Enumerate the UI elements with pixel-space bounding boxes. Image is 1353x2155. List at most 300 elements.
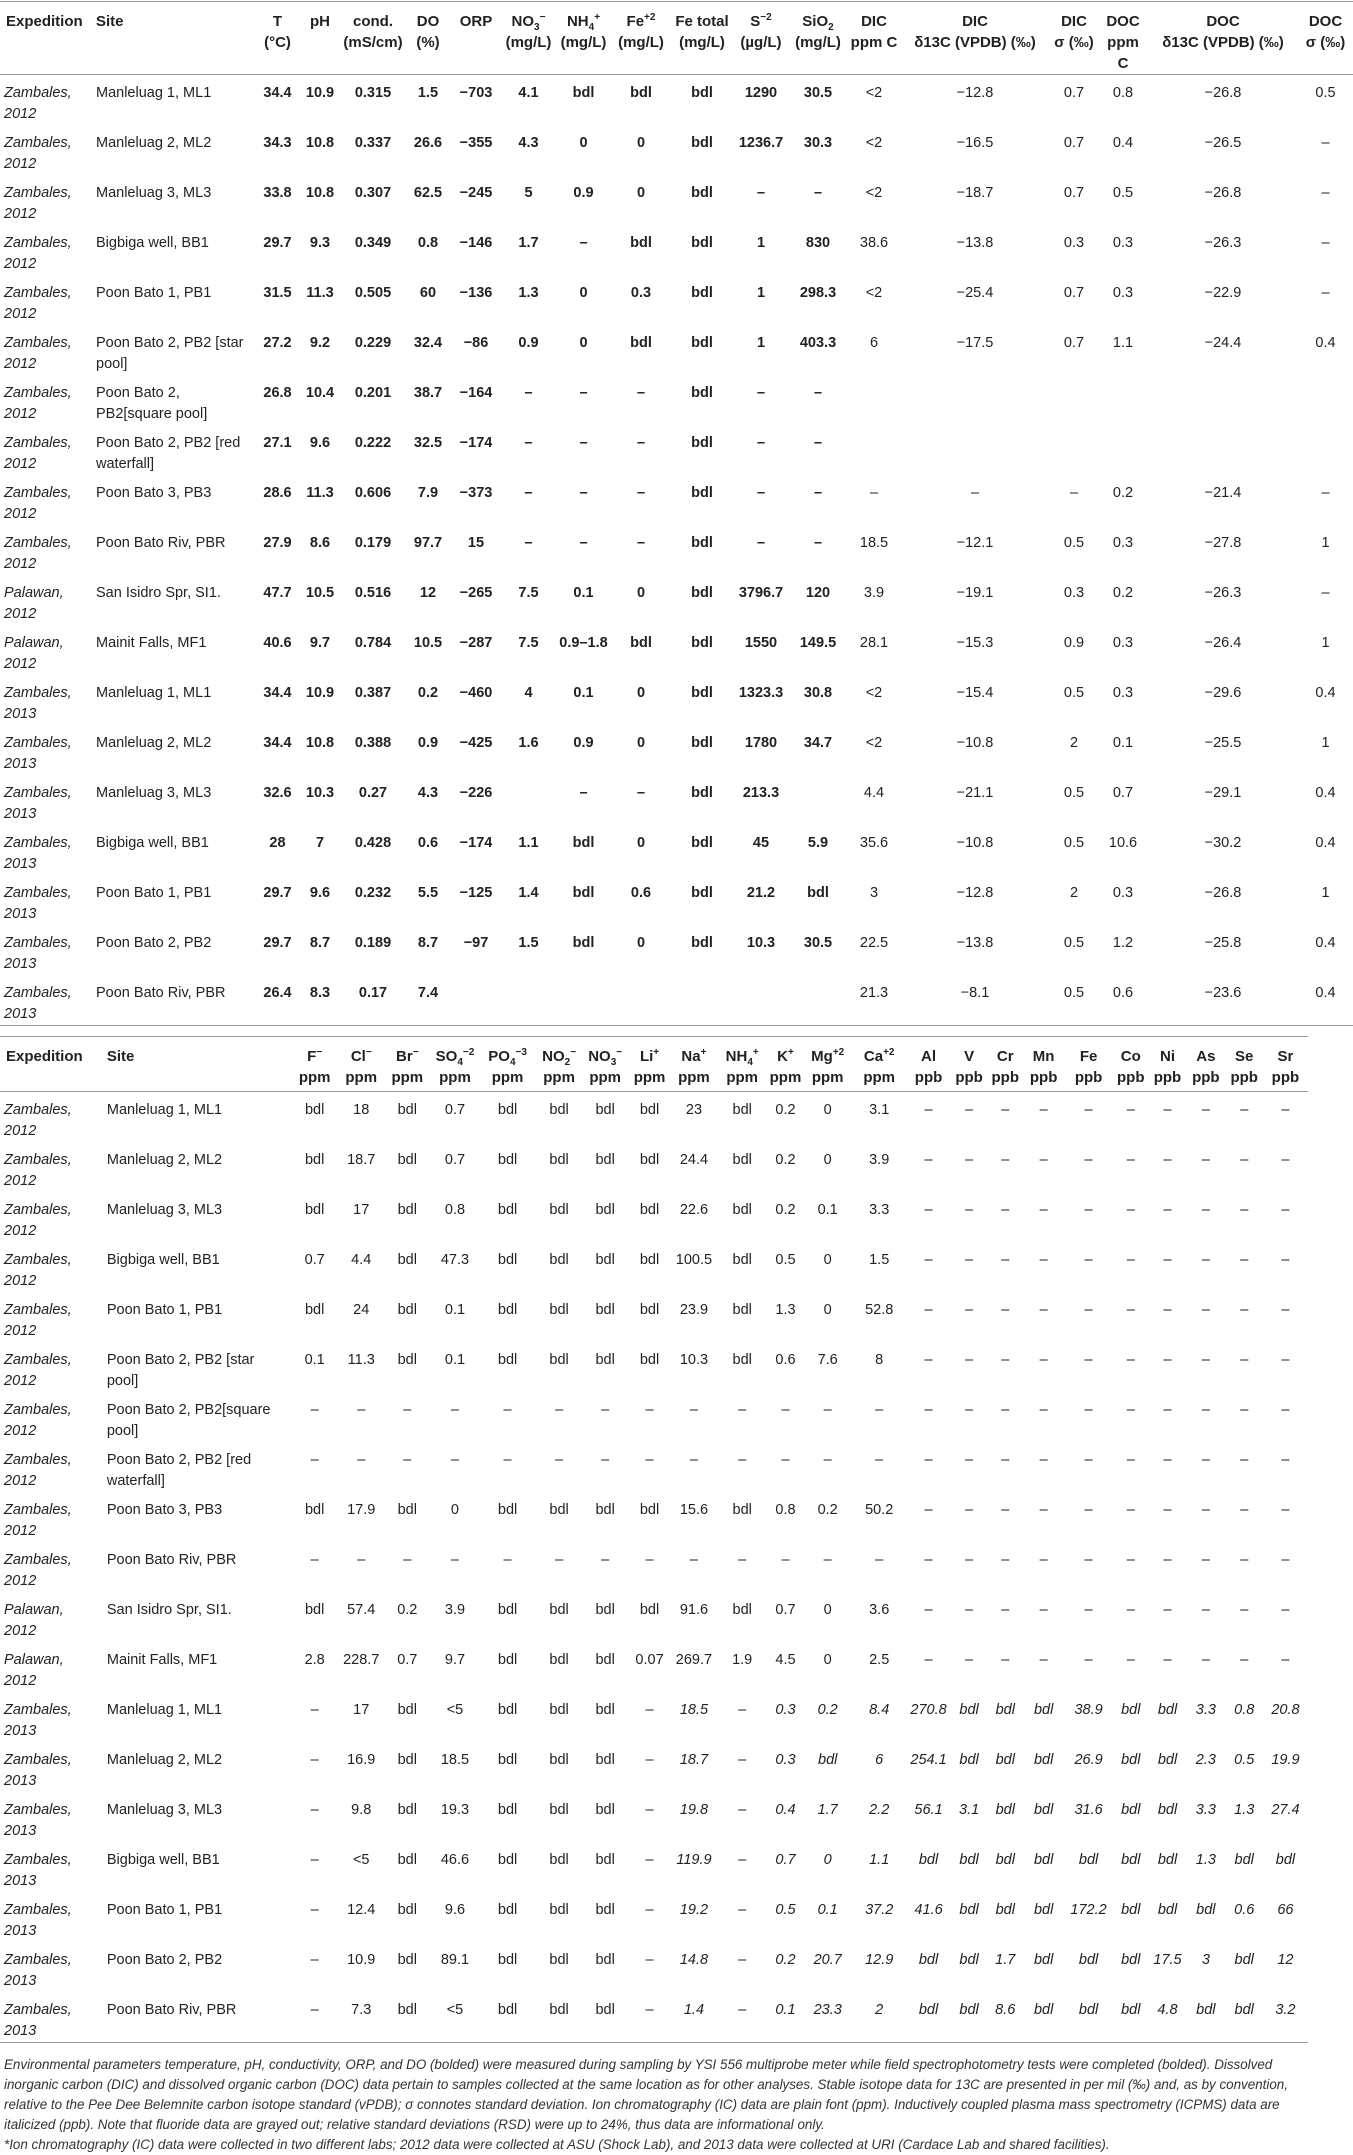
value-cell: 403.3 — [799, 335, 837, 351]
value-cell: 0.179 — [354, 535, 392, 551]
value-cell: 38.7 — [413, 385, 443, 401]
value-cell: 0.4 — [1112, 135, 1134, 151]
value-cell: 9.3 — [309, 235, 331, 251]
value-cell: – — [1001, 1552, 1010, 1568]
value-cell: 0.2 — [775, 1952, 796, 1968]
value-cell: 30.8 — [803, 685, 833, 701]
value-cell: – — [1240, 1102, 1249, 1118]
value-cell: – — [965, 1652, 974, 1668]
value-cell: 0.505 — [354, 285, 392, 301]
expedition-cell: Zambales, 2013 — [4, 985, 72, 1022]
value-cell: 0.7 — [304, 1252, 325, 1268]
site-cell: Poon Bato 1, PB1 — [96, 885, 212, 901]
column-header — [384, 1037, 431, 1092]
value-cell: −26.3 — [1204, 235, 1242, 251]
value-cell: – — [924, 1552, 933, 1568]
value-cell: 3 — [1201, 1952, 1210, 1968]
value-cell: bdl — [691, 685, 713, 701]
header-label: SO — [435, 1048, 458, 1065]
value-cell: 60 — [419, 285, 437, 301]
value-cell: 28.6 — [263, 485, 292, 501]
value-cell: <5 — [446, 1702, 464, 1718]
header-label: PO — [488, 1048, 510, 1065]
value-cell: −24.4 — [1204, 335, 1242, 351]
value-cell: – — [738, 1802, 747, 1818]
value-cell: – — [924, 1352, 933, 1368]
value-cell: 1550 — [744, 635, 778, 651]
value-cell: bdl — [691, 735, 713, 751]
value-cell: 10.3 — [679, 1352, 709, 1368]
value-cell: 7.5 — [518, 635, 539, 651]
value-cell: 0.4 — [1315, 335, 1336, 351]
value-cell: bdl — [1121, 1702, 1141, 1718]
header-unit: ppb — [1074, 1069, 1103, 1086]
value-cell: 0.5 — [1063, 685, 1085, 701]
expedition-cell: Zambales, 2012 — [4, 1252, 72, 1289]
value-cell: – — [813, 435, 823, 451]
table-row — [0, 1192, 1308, 1242]
value-cell: bdl — [397, 1152, 417, 1168]
value-cell: 1.7 — [518, 235, 539, 251]
value-cell: bdl — [732, 1302, 752, 1318]
header-unit: ppm — [811, 1069, 844, 1086]
value-cell: 26.8 — [263, 385, 292, 401]
header-unit: ppm — [345, 1069, 378, 1086]
value-cell: 1.6 — [518, 735, 539, 751]
value-cell: – — [965, 1552, 974, 1568]
header-subscript: 4 — [509, 1057, 516, 1068]
value-cell: – — [965, 1452, 974, 1468]
site-cell: Poon Bato Riv, PBR — [106, 1552, 237, 1568]
value-cell: bdl — [1121, 1752, 1141, 1768]
value-cell: – — [524, 535, 533, 551]
value-cell: 10.4 — [305, 385, 335, 401]
value-cell: 9.6 — [444, 1902, 466, 1918]
value-cell: – — [1126, 1652, 1135, 1668]
value-cell: 0 — [823, 1152, 832, 1168]
table-row — [0, 1292, 1308, 1342]
value-cell: – — [1126, 1152, 1135, 1168]
value-cell: bdl — [1078, 2002, 1099, 2018]
value-cell: – — [503, 1452, 512, 1468]
value-cell: bdl — [995, 1752, 1015, 1768]
value-cell: bdl — [397, 2002, 417, 2018]
value-cell: bdl — [595, 1252, 615, 1268]
value-cell: – — [503, 1402, 512, 1418]
header-unit: (%) — [416, 34, 440, 51]
value-cell: 97.7 — [413, 535, 443, 551]
value-cell: 35.6 — [859, 835, 889, 851]
value-cell: 0.7 — [1063, 85, 1085, 101]
header-label: Expedition — [6, 13, 83, 30]
column-header — [1148, 2, 1298, 75]
value-cell: bdl — [549, 1802, 569, 1818]
value-cell: 5 — [524, 185, 533, 201]
value-cell: – — [1084, 1602, 1093, 1618]
site-cell: Bigbiga well, BB1 — [96, 235, 209, 251]
value-cell: 41.6 — [914, 1902, 943, 1918]
column-header — [479, 1037, 536, 1092]
value-cell: – — [756, 435, 766, 451]
value-cell: bdl — [995, 1902, 1015, 1918]
column-header — [804, 1037, 852, 1092]
value-cell: bdl — [1121, 1802, 1141, 1818]
value-cell: 38.9 — [1074, 1702, 1103, 1718]
value-cell: 0.9–1.8 — [559, 635, 608, 651]
value-cell: 0.3 — [775, 1702, 796, 1718]
value-cell: – — [1126, 1402, 1135, 1418]
value-cell: 3.1 — [959, 1802, 980, 1818]
header-superscript: −2 — [760, 12, 772, 23]
value-cell: 0.337 — [354, 135, 392, 151]
value-cell: 1.5 — [417, 85, 439, 101]
value-cell: bdl — [397, 1952, 417, 1968]
value-cell: 1.1 — [1112, 335, 1134, 351]
value-cell: −27.8 — [1204, 535, 1242, 551]
value-cell: – — [738, 1902, 747, 1918]
value-cell: 0.4 — [1315, 985, 1336, 1001]
value-cell: 4.3 — [417, 785, 439, 801]
value-cell: −29.6 — [1204, 685, 1242, 701]
value-cell: – — [579, 485, 588, 501]
value-cell: bdl — [595, 1702, 615, 1718]
value-cell: – — [1163, 1652, 1172, 1668]
column-header — [291, 1037, 339, 1092]
value-cell: −10.8 — [956, 835, 994, 851]
site-cell: Poon Bato Riv, PBR — [96, 985, 226, 1001]
value-cell: – — [781, 1402, 790, 1418]
value-cell: bdl — [497, 1602, 518, 1618]
value-cell: – — [450, 1452, 459, 1468]
value-cell: – — [357, 1552, 366, 1568]
value-cell: – — [1126, 1202, 1135, 1218]
value-cell: – — [645, 1802, 654, 1818]
value-cell: 7.6 — [817, 1352, 838, 1368]
header-label: DOC — [1206, 13, 1240, 30]
header-unit: ppm — [678, 1069, 710, 1086]
value-cell: −287 — [459, 635, 493, 651]
expedition-cell: Zambales, 2012 — [4, 1302, 72, 1339]
value-cell: – — [738, 1452, 747, 1468]
table-row — [0, 1442, 1308, 1492]
value-cell: bdl — [918, 1852, 939, 1868]
header-label: Ni — [1159, 1048, 1175, 1065]
value-cell: – — [1126, 1302, 1135, 1318]
value-cell: 11.3 — [306, 285, 334, 301]
value-cell: – — [756, 485, 766, 501]
value-cell — [1050, 425, 1098, 475]
value-cell: bdl — [691, 85, 713, 101]
column-header — [1064, 1037, 1112, 1092]
value-cell: 8.7 — [417, 935, 439, 951]
value-cell: 19.2 — [679, 1902, 709, 1918]
value-cell: 7.3 — [351, 2002, 372, 2018]
value-cell: bdl — [1033, 1852, 1054, 1868]
value-cell: – — [1126, 1102, 1135, 1118]
value-cell: – — [738, 1702, 747, 1718]
value-cell: 27.9 — [263, 535, 292, 551]
value-cell: 0 — [579, 135, 588, 151]
value-cell: bdl — [732, 1502, 752, 1518]
water-chemistry-table — [0, 1, 1353, 1026]
header-unit: ppm C — [1107, 34, 1139, 72]
value-cell: <2 — [865, 185, 883, 201]
value-cell: – — [555, 1552, 564, 1568]
value-cell: – — [1321, 185, 1330, 201]
value-cell: – — [310, 1802, 319, 1818]
header-label: Sr — [1277, 1048, 1294, 1065]
value-cell: −19.1 — [956, 585, 994, 601]
value-cell: bdl — [497, 1202, 518, 1218]
value-cell: −26.8 — [1204, 885, 1242, 901]
value-cell: – — [1001, 1152, 1010, 1168]
column-header — [988, 1037, 1023, 1092]
value-cell: 37.2 — [865, 1902, 894, 1918]
value-cell: bdl — [497, 1702, 518, 1718]
header-superscript: +2 — [644, 12, 656, 23]
value-cell: 47.7 — [263, 585, 292, 601]
header-label: NO — [588, 1048, 611, 1065]
value-cell: – — [1084, 1352, 1093, 1368]
value-cell: bdl — [497, 2002, 518, 2018]
expedition-cell: Zambales, 2012 — [4, 1102, 72, 1139]
site-cell: Poon Bato 2, PB2[square pool] — [96, 385, 208, 422]
column-header — [502, 2, 555, 75]
value-cell: bdl — [497, 1902, 518, 1918]
value-cell: – — [756, 535, 766, 551]
value-cell: 47.3 — [440, 1252, 470, 1268]
header-label: K — [777, 1048, 788, 1065]
value-cell: 0.1 — [1112, 735, 1134, 751]
value-cell: <5 — [446, 2002, 464, 2018]
value-cell: 1.3 — [518, 285, 539, 301]
value-cell: bdl — [1078, 1852, 1099, 1868]
value-cell: 100.5 — [675, 1252, 713, 1268]
value-cell: – — [645, 1852, 654, 1868]
value-cell: bdl — [549, 1602, 569, 1618]
value-cell: 0.7 — [444, 1152, 466, 1168]
value-cell: – — [645, 1402, 654, 1418]
value-cell: bdl — [397, 1302, 417, 1318]
column-header — [848, 2, 900, 75]
value-cell: −10.8 — [956, 735, 994, 751]
header-label: Mg — [811, 1048, 833, 1065]
value-cell: – — [1240, 1202, 1249, 1218]
header-label: Mn — [1032, 1048, 1055, 1065]
column-header — [1263, 1037, 1308, 1092]
table-row — [0, 1992, 1308, 2043]
value-cell: bdl — [595, 1202, 615, 1218]
value-cell: 18.5 — [679, 1702, 709, 1718]
value-cell: 0.5 — [775, 1252, 796, 1268]
value-cell: 0.3 — [1063, 585, 1085, 601]
value-cell: −355 — [459, 135, 493, 151]
header-unit: ppb — [1271, 1069, 1300, 1086]
value-cell: – — [1039, 1202, 1048, 1218]
value-cell: – — [1240, 1602, 1249, 1618]
value-cell: bdl — [497, 1852, 518, 1868]
value-cell: – — [645, 1952, 654, 1968]
value-cell: 0.8 — [1112, 85, 1134, 101]
value-cell: bdl — [630, 85, 652, 101]
value-cell: 15 — [467, 535, 485, 551]
value-cell: – — [1201, 1252, 1210, 1268]
value-cell: 0 — [823, 1102, 832, 1118]
header-superscript: − — [412, 1047, 419, 1058]
table-row — [0, 975, 1353, 1026]
value-cell: 9.8 — [351, 1802, 372, 1818]
value-cell: – — [965, 1152, 974, 1168]
header-unit: σ (‰) — [1305, 34, 1346, 51]
value-cell: – — [310, 1752, 319, 1768]
value-cell: 7.5 — [518, 585, 539, 601]
value-cell: 27.4 — [1271, 1802, 1300, 1818]
expedition-cell: Zambales, 2013 — [4, 1802, 72, 1839]
column-header — [0, 2, 90, 75]
column-header — [582, 1037, 628, 1092]
header-superscript: − — [616, 1047, 623, 1058]
value-cell: 29.7 — [263, 885, 292, 901]
header-unit: (mg/L) — [618, 34, 664, 51]
value-cell: −26.8 — [1204, 85, 1242, 101]
value-cell: bdl — [304, 1102, 325, 1118]
value-cell: – — [924, 1152, 933, 1168]
header-unit: ppb — [1029, 1069, 1058, 1086]
header-unit: (mg/L) — [795, 34, 841, 51]
value-cell: 18.5 — [859, 535, 889, 551]
expedition-cell: Zambales, 2013 — [4, 1852, 72, 1889]
value-cell: bdl — [397, 1852, 417, 1868]
value-cell: bdl — [397, 1102, 417, 1118]
expedition-cell: Zambales, 2012 — [4, 1502, 72, 1539]
value-cell: – — [1084, 1502, 1093, 1518]
value-cell: 3.3 — [869, 1202, 890, 1218]
header-unit: δ13C (VPDB) (‰) — [1162, 34, 1284, 51]
value-cell: – — [636, 785, 646, 801]
value-cell: 18.7 — [347, 1152, 376, 1168]
value-cell: bdl — [304, 1202, 325, 1218]
value-cell: bdl — [1078, 1952, 1099, 1968]
value-cell: bdl — [497, 1652, 518, 1668]
value-cell: 20.8 — [1271, 1702, 1300, 1718]
value-cell: bdl — [691, 535, 713, 551]
value-cell: 0.1 — [817, 1902, 838, 1918]
expedition-cell: Zambales, 2012 — [4, 85, 72, 122]
value-cell: 0.9 — [417, 735, 439, 751]
value-cell: bdl — [639, 1302, 660, 1318]
table-row — [0, 1142, 1308, 1192]
header-unit: δ13C (VPDB) (‰) — [914, 34, 1036, 51]
value-cell — [848, 425, 900, 475]
header-superscript: + — [700, 1047, 707, 1058]
column-header — [628, 1037, 671, 1092]
value-cell: 38.6 — [859, 235, 889, 251]
value-cell — [734, 975, 788, 1026]
header-label: Al — [921, 1048, 937, 1065]
value-cell: – — [1084, 1652, 1093, 1668]
site-cell: Bigbiga well, BB1 — [106, 1252, 220, 1268]
header-label: V — [964, 1048, 975, 1065]
value-cell: – — [636, 535, 646, 551]
value-cell: – — [310, 1952, 319, 1968]
value-cell: bdl — [397, 1902, 417, 1918]
header-subscript: 3 — [534, 22, 540, 33]
value-cell: −174 — [459, 435, 493, 451]
value-cell: bdl — [1157, 1902, 1178, 1918]
value-cell: bdl — [497, 1152, 518, 1168]
value-cell: 22.5 — [859, 935, 889, 951]
value-cell: 26.6 — [413, 135, 443, 151]
value-cell: – — [1126, 1452, 1135, 1468]
value-cell: bdl — [595, 1852, 615, 1868]
value-cell: bdl — [639, 1502, 660, 1518]
value-cell: 2 — [1069, 885, 1079, 901]
value-cell: 17 — [353, 1202, 370, 1218]
value-cell: 30.3 — [803, 135, 833, 151]
value-cell: bdl — [497, 1752, 518, 1768]
value-cell: bdl — [691, 485, 713, 501]
value-cell: bdl — [959, 1952, 979, 1968]
value-cell: 31.6 — [1074, 1802, 1103, 1818]
header-unit: ppm — [491, 1069, 524, 1086]
value-cell: bdl — [691, 135, 713, 151]
value-cell: 0.2 — [775, 1102, 796, 1118]
value-cell: 11.3 — [347, 1352, 375, 1368]
value-cell: – — [1084, 1302, 1093, 1318]
value-cell: −23.6 — [1204, 985, 1242, 1001]
value-cell: – — [924, 1502, 933, 1518]
value-cell: 0.606 — [354, 485, 392, 501]
value-cell: bdl — [497, 1802, 518, 1818]
header-unit: ppm — [298, 1069, 331, 1086]
value-cell: – — [1281, 1152, 1290, 1168]
value-cell: – — [1240, 1652, 1249, 1668]
column-header — [1149, 1037, 1186, 1092]
value-cell: 56.1 — [914, 1802, 943, 1818]
value-cell: 1.5 — [869, 1252, 890, 1268]
value-cell: −30.2 — [1204, 835, 1242, 851]
value-cell: 0.1 — [817, 1202, 838, 1218]
value-cell: <2 — [865, 685, 883, 701]
value-cell: 0.4 — [1315, 935, 1336, 951]
table-body — [0, 1092, 1308, 2043]
site-cell: Poon Bato 2, PB2[square pool] — [106, 1402, 271, 1439]
footnote-paragraph: Environmental parameters temperature, pH, conductivity, ORP, and DO (bolded) were measured during sampling by YSI 556 multiprobe meter while field spectrophotometry tests were completed (bolded). Dissolved inorganic carbon (DIC) and dissolved organic carbon (DOC) data pertain to samples collected at the same location as for other analyses. Stable isotope data for 13C are presented in per mil (‰) and, as by convention, relative to the Pee Dee Belemnite carbon isotope standard (vPDB); σ connotes standard deviation. Ion chromatography (IC) data are plain font (ppm). Inductively coupled plasma mass spectrometry (ICPMS) data are italicized (ppb). Note that fluoride data are grayed out; relative standard deviations (RSD) were up to 24%, thus data are informational only. — [4, 2057, 1288, 2132]
value-cell: 5.5 — [417, 885, 439, 901]
header-superscript: − — [316, 1047, 323, 1058]
value-cell: 0.1 — [775, 2002, 796, 2018]
value-cell — [848, 375, 900, 425]
value-cell: −16.5 — [956, 135, 994, 151]
value-cell: −136 — [459, 285, 493, 301]
value-cell: 8.6 — [309, 535, 331, 551]
value-cell: – — [310, 2002, 319, 2018]
column-header — [1298, 2, 1353, 75]
value-cell: – — [965, 1302, 974, 1318]
header-unit: σ (‰) — [1054, 34, 1094, 51]
value-cell: 31.5 — [263, 285, 292, 301]
value-cell: 3.9 — [863, 585, 885, 601]
value-cell: bdl — [572, 835, 595, 851]
value-cell: 830 — [805, 235, 831, 251]
value-cell — [788, 775, 848, 825]
value-cell: – — [1321, 285, 1330, 301]
value-cell: 10.3 — [746, 935, 776, 951]
header-label: F — [307, 1048, 317, 1065]
value-cell: bdl — [918, 1952, 939, 1968]
value-cell: – — [1201, 1552, 1210, 1568]
header-label: Ca — [863, 1048, 884, 1065]
